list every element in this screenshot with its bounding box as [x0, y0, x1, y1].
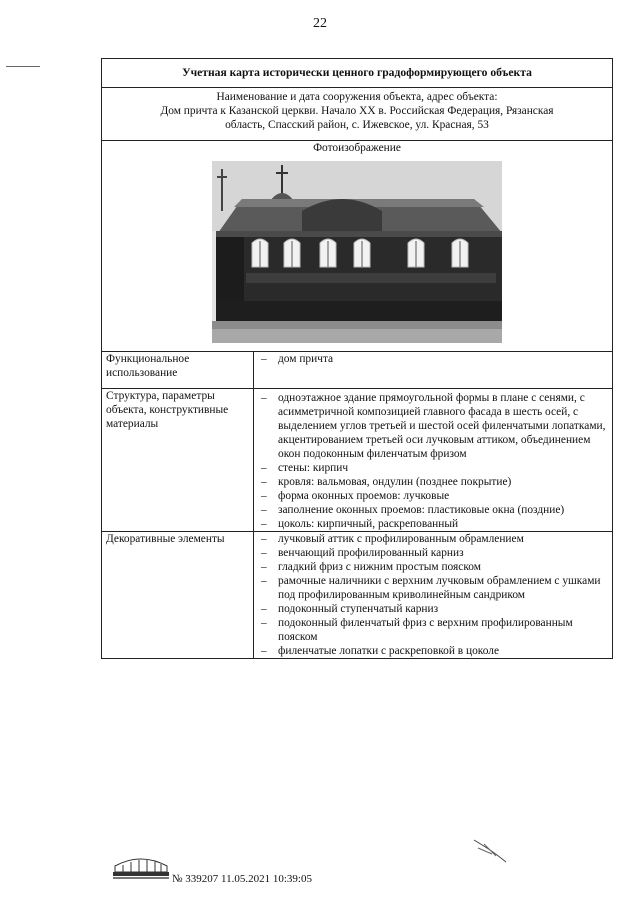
registration-stamp: № 339207 11.05.2021 10:39:05: [172, 873, 312, 885]
list-item: – филенчатые лопатки с раскреповкой в цоколе: [258, 644, 608, 658]
section-label: Функциональное использование: [102, 352, 254, 389]
list-item: – подоконный ступенчатый карниз: [258, 602, 608, 616]
section-label: Декоративные элементы: [102, 532, 254, 659]
list-item: – дом причта: [258, 352, 608, 366]
list-item: – рамочные наличники с верхним лучковым обрамлением с ушками под профилированным криволинейным сандриком: [258, 574, 608, 602]
signature-mark: [470, 836, 510, 866]
section-items: [254, 389, 613, 532]
list-item: – заполнение оконных проемов: пластиковые окна (поздние): [258, 503, 608, 517]
object-name-line-1: Дом причта к Казанской церкви. Начало XX в. Российская Федерация, Рязанская: [160, 105, 554, 117]
list-item: – одноэтажное здание прямоугольной формы в плане с сенями, с асимметричной композицией главного фасада в шесть осей, с выделением углов третьей и шестой осей филенчатыми лопатками, акцентированием третьей оси лучковым аттиком, объединением окон подоконным филенчатым фризом: [258, 391, 608, 461]
card-title: Учетная карта исторически ценного градоформирующего объекта: [102, 59, 613, 88]
list-item: – венчающий профилированный карниз: [258, 546, 608, 560]
building-photo: [212, 161, 502, 343]
section-row-decor: [102, 532, 613, 659]
object-name-heading: Наименование и дата сооружения объекта, адрес объекта:: [216, 91, 498, 103]
government-logo-icon: [111, 854, 171, 880]
list-item: – гладкий фриз с нижним простым пояском: [258, 560, 608, 574]
list-item: – кровля: вальмовая, ондулин (позднее покрытие): [258, 475, 608, 489]
list-item: – лучковый аттик с профилированным обрамлением: [258, 532, 608, 546]
list-item: – форма оконных проемов: лучковые: [258, 489, 608, 503]
photo-label: Фотоизображение: [313, 142, 401, 154]
list-item: – цоколь: кирпичный, раскрепованный: [258, 517, 608, 531]
scan-margin-mark: [6, 66, 40, 67]
object-name-line-2: область, Спасский район, с. Ижевское, ул. Красная, 53: [225, 119, 489, 131]
section-items: [254, 532, 613, 659]
section-row-structure: [102, 389, 613, 532]
photo-cell: [102, 141, 613, 352]
section-row-function: [102, 352, 613, 389]
section-items: [254, 352, 613, 389]
registration-card-table: [101, 58, 613, 659]
list-item: – подоконный филенчатый фриз с верхним профилированным пояском: [258, 616, 608, 644]
list-item: – стены: кирпич: [258, 461, 608, 475]
section-label: Структура, параметры объекта, конструктивные материалы: [102, 389, 254, 532]
page-number: 22: [313, 16, 327, 31]
object-name-cell: [102, 88, 613, 141]
